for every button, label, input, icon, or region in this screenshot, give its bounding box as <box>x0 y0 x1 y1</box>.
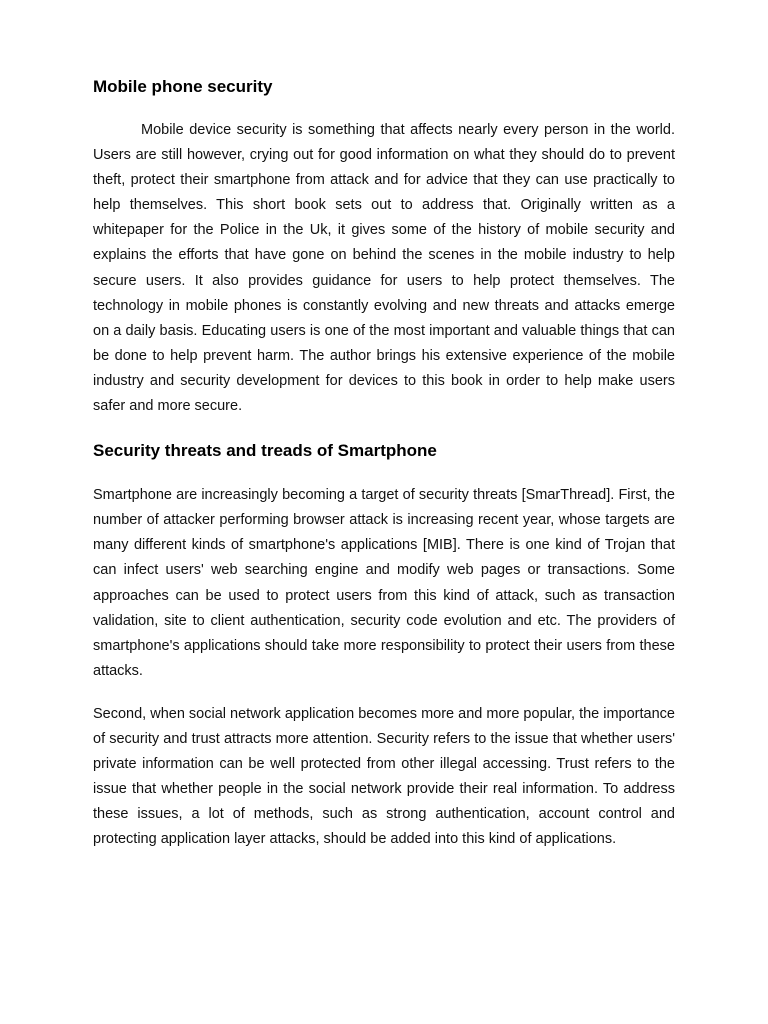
document-body <box>93 76 675 852</box>
section-heading-mobile-phone-security: Mobile phone security <box>93 77 273 96</box>
section-heading-security-threats: Security threats and treads of Smartphone <box>93 441 437 461</box>
paragraph-social-network-security: Second, when social network application becomes more and more popular, the importance of security and trust attracts more attention. Security refers to the issue that whether users' private information can be well protected from other illegal accessing. Trust refers to the issue that whether people in the social network provide their real information. To address these issues, a lot of methods, such as strong authentication, account control and protecting application layer attacks, should be added into this kind of applications. <box>93 705 675 848</box>
paragraph-mobile-security-intro: Mobile device security is something that affects nearly every person in the world. Users are still however, crying out for good information on what they should do to prevent theft, protect their smartphone from attack and for advice that they can use practically to help themselves. This short book sets out to address that. Originally written as a whitepaper for the Police in the Uk, it gives some of the history of mobile security and explains the efforts that have gone on behind the scenes in the mobile industry to help secure users. It also provides guidance for users to help protect themselves. The technology in mobile phones is constantly evolving and new threats and attacks emerge on a daily basis. Educating users is one of the most important and valuable things that can be done to help prevent harm. The author brings his extensive experience of the mobile industry and security development for devices to this book in order to help make users safer and more secure. <box>93 122 675 415</box>
paragraph-browser-attacks: Smartphone are increasingly becoming a target of security threats [SmarThread]. First, the number of attacker performing browser attack is increasing recent year, whose targets are many different kinds of smartphone's applications [MIB]. There is one kind of Trojan that can infect users' web searching engine and modify web pages or transactions. Some approaches can be used to protect users from this kind of attack, such as transaction validation, site to client authentication, security code evolution and etc. The providers of smartphone's applications should take more responsibility to protect their users from these attacks. <box>93 487 675 679</box>
